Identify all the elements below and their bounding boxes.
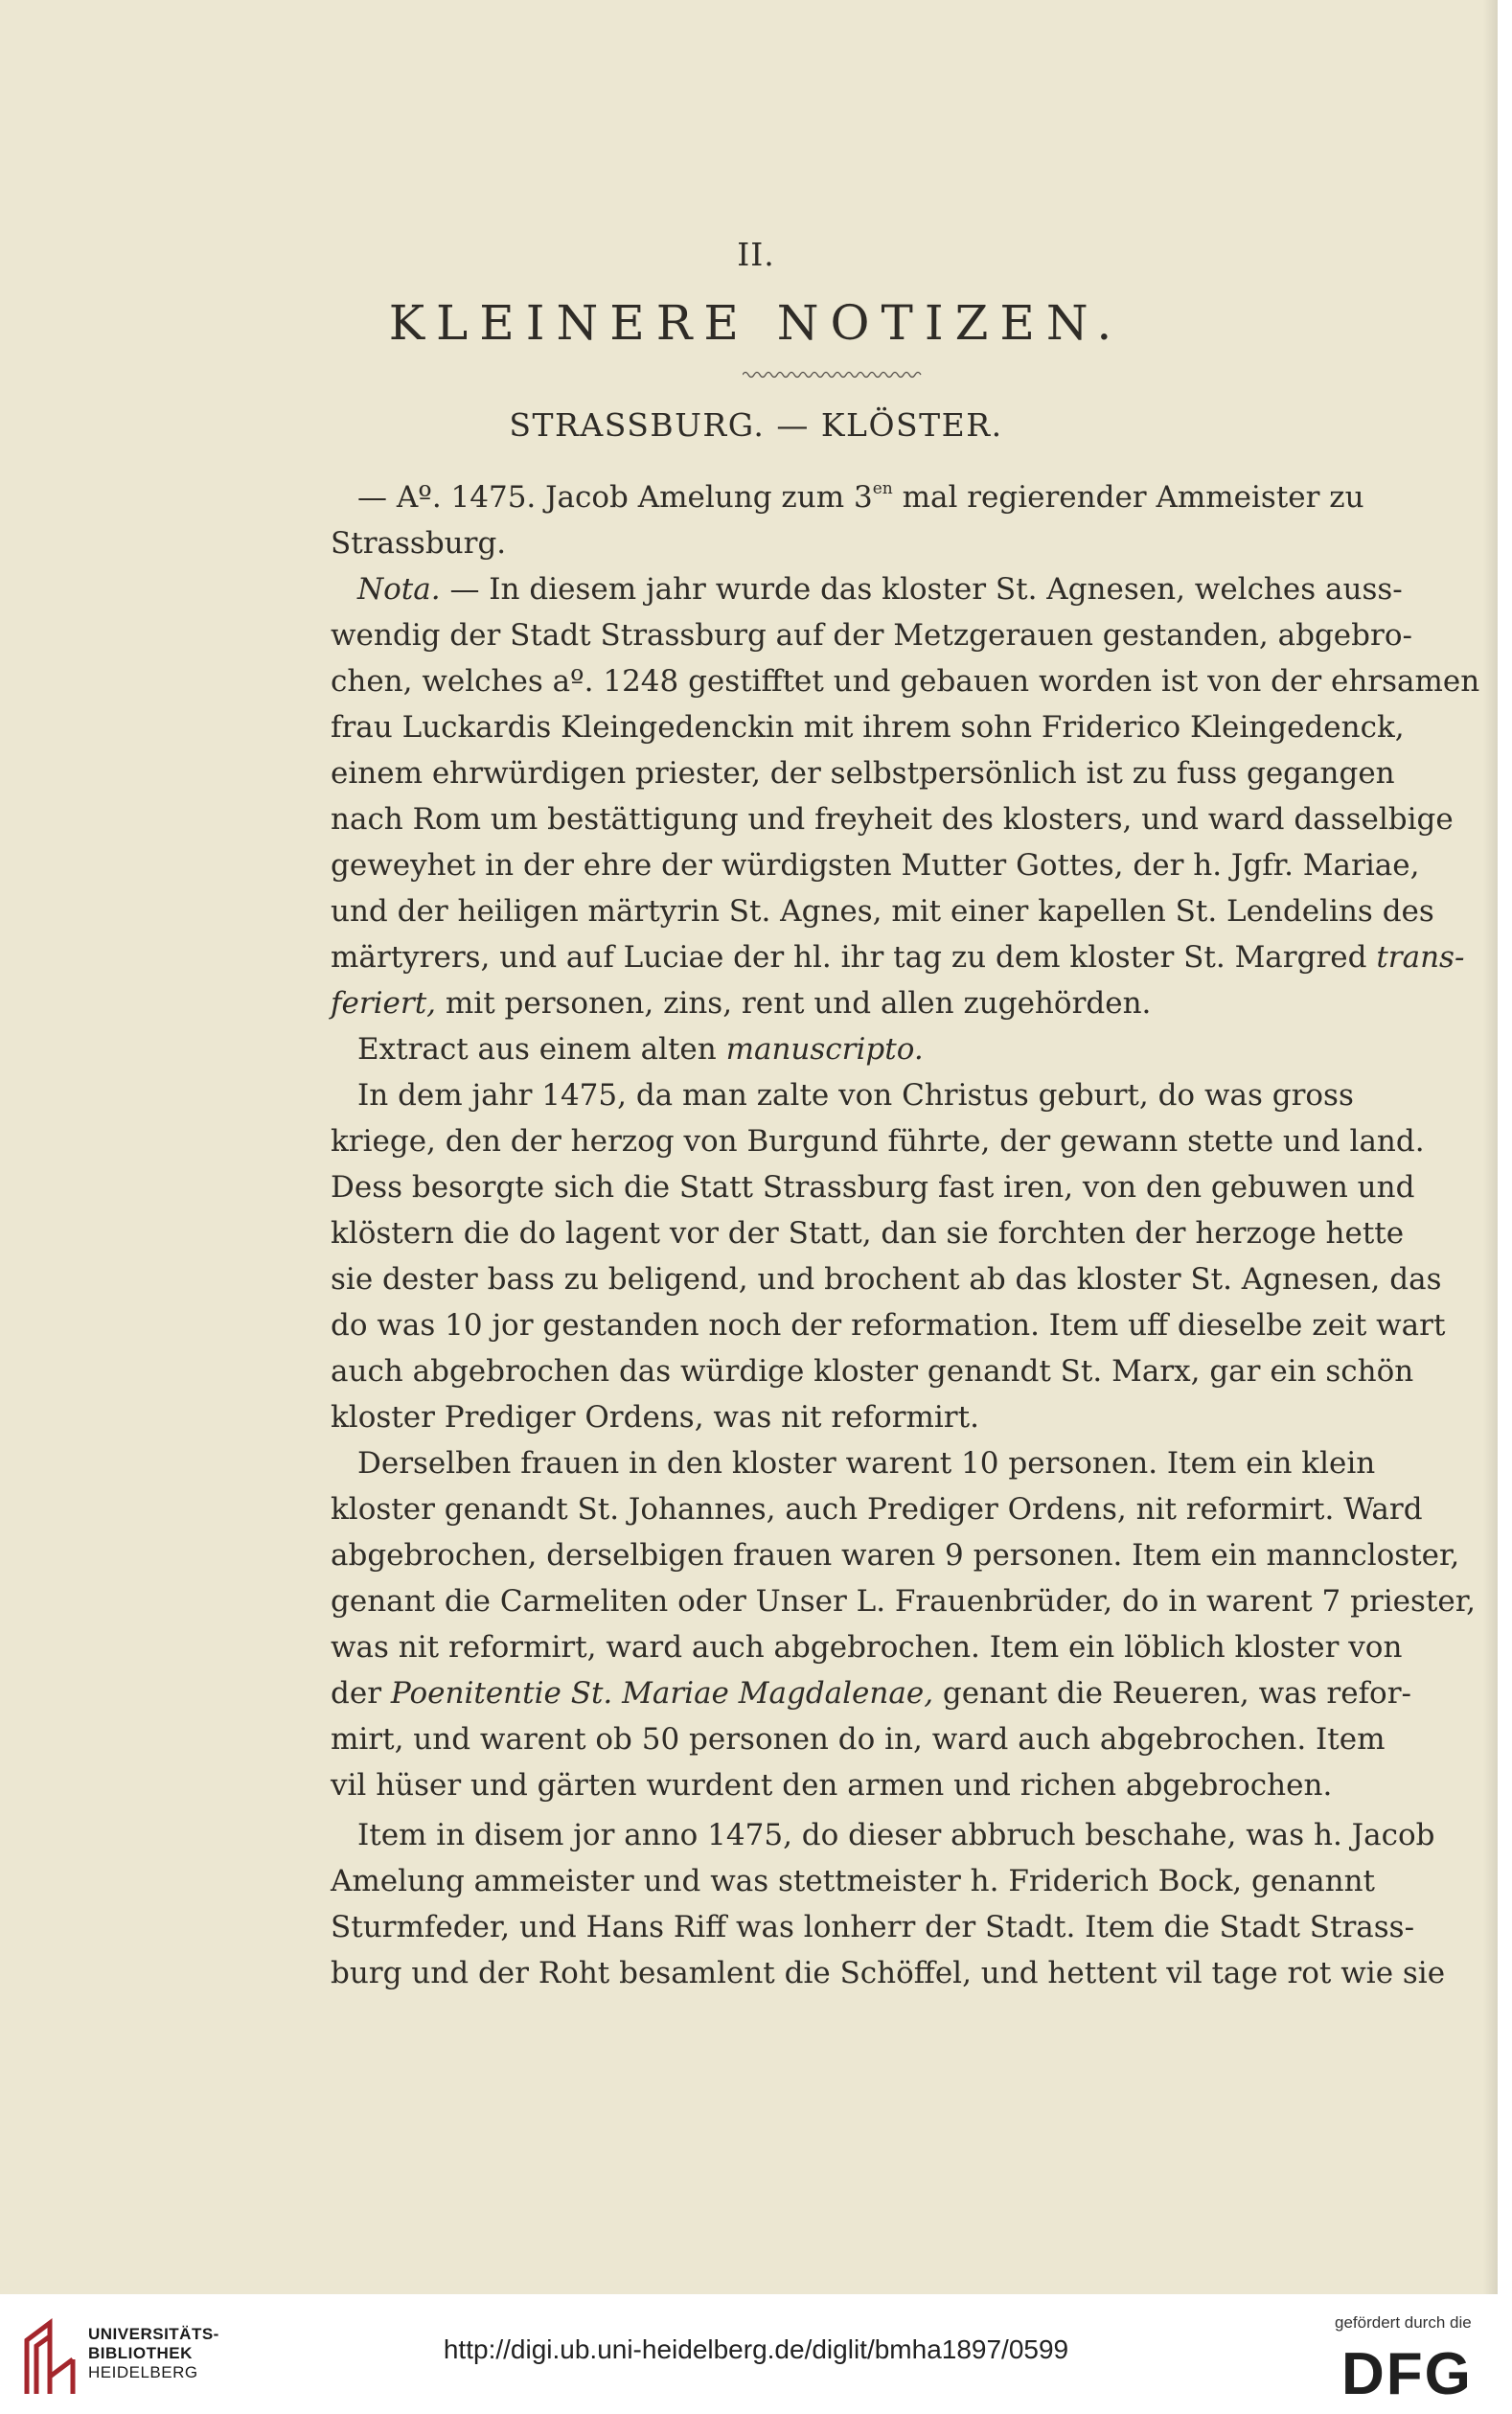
library-name-line: BIBLIOTHEK: [88, 2344, 193, 2362]
text-line: Sturmfeder, und Hans Riff was lonherr der Stadt. Item die Stadt Strass-: [331, 1910, 1415, 1944]
text-line: klöstern die do lagent vor der Statt, dan sie forchten der herzoge hette: [331, 1216, 1405, 1251]
italic-segment: trans-: [1376, 940, 1465, 975]
library-name-line: UNIVERSITÄTS-: [88, 2325, 219, 2343]
text-line: kloster Prediger Ordens, was nit reformirt.: [331, 1400, 979, 1435]
text-line: [331, 566, 1403, 612]
text-segment: genant die Reueren, was refor-: [933, 1676, 1411, 1711]
italic-segment: Poenitentie St. Mariae Magdalenae,: [390, 1676, 934, 1711]
text-line: do was 10 jor gestanden noch der reformation. Item uff dieselbe zeit wart: [331, 1308, 1446, 1343]
text-segment: — Aº. 1475. Jacob Amelung zum 3: [357, 480, 873, 515]
text-line: Item in disem jor anno 1475, do dieser abbruch beschahe, was h. Jacob: [357, 1818, 1435, 1852]
ornament-rule: [743, 368, 925, 381]
italic-segment: Nota.: [357, 572, 441, 607]
text-line: Strassburg.: [331, 526, 507, 561]
text-line: geweyhet in der ehre der würdigsten Mutter Gottes, der h. Jgfr. Mariae,: [331, 848, 1420, 883]
page-title: KLEINERE NOTIZEN.: [388, 295, 1124, 351]
text-line: nach Rom um bestättigung und freyheit des klosters, und ward dasselbige: [331, 802, 1454, 837]
text-line: wendig der Stadt Strassburg auf der Metzgerauen gestanden, abgebro-: [331, 618, 1412, 653]
text-line: Dess besorgte sich die Statt Strassburg fast iren, von den gebuwen und: [331, 1170, 1415, 1205]
text-line: mirt, und warent ob 50 personen do in, ward auch abgebrochen. Item: [331, 1722, 1386, 1757]
text-line: [331, 980, 1337, 1026]
text-line: chen, welches aº. 1248 gestifftet und gebauen worden ist von der ehrsamen: [331, 664, 1480, 699]
text-segment: der: [331, 1676, 391, 1711]
dfg-logo-text: DFG: [1341, 2344, 1473, 2402]
text-line: kriege, den der herzog von Burgund führte, der gewann stette und land.: [331, 1124, 1425, 1159]
italic-segment: feriert,: [331, 986, 437, 1021]
text-line: auch abgebrochen das würdige kloster genandt St. Marx, gar ein schön: [331, 1354, 1414, 1389]
text-segment: mal regierender Ammeister zu: [892, 480, 1364, 515]
text-line: und der heiligen märtyrin St. Agnes, mit einer kapellen St. Lendelins des: [331, 894, 1434, 929]
article-body: [331, 474, 1480, 1996]
section-subtitle: STRASSBURG. — KLÖSTER.: [509, 406, 1003, 444]
text-line: Derselben frauen in den kloster warent 10 personen. Item ein klein: [357, 1446, 1376, 1481]
text-line: einem ehrwürdigen priester, der selbstpersönlich ist zu fuss gegangen: [331, 756, 1395, 791]
text-line: [331, 1670, 1411, 1716]
text-line: In dem jahr 1475, da man zalte von Christus geburt, do was gross: [357, 1078, 1354, 1113]
section-number: II.: [737, 236, 775, 273]
text-segment: — In diesem jahr wurde das kloster St. Agnesen, welches auss-: [440, 572, 1403, 607]
dfg-logo-icon[interactable]: [1341, 2344, 1485, 2402]
text-line: burg und der Roht besamlent die Schöffel, und hettent vil tage rot wie sie: [331, 1956, 1446, 1990]
text-line: frau Luckardis Kleingedenckin mit ihrem sohn Friderico Kleingedenck,: [331, 710, 1405, 745]
library-name-line: HEIDELBERG: [88, 2363, 198, 2381]
text-segment: märtyrers, und auf Luciae der hl. ihr tag zu dem kloster St. Margred: [331, 940, 1377, 975]
text-line: vil hüser und gärten wurdent den armen und richen abgebrochen.: [331, 1768, 1333, 1803]
permalink-url[interactable]: http://digi.ub.uni-heidelberg.de/diglit/bmha1897/0599: [443, 2334, 1069, 2364]
text-line: was nit reformirt, ward auch abgebrochen. Item ein löblich kloster von: [331, 1630, 1403, 1665]
text-line: kloster genandt St. Johannes, auch Prediger Ordens, nit reformirt. Ward: [331, 1492, 1423, 1527]
funding-note: gefördert durch die: [1335, 2313, 1472, 2332]
text-line: [331, 1026, 1337, 1072]
italic-segment: manuscripto.: [725, 1032, 924, 1067]
text-line: Amelung ammeister und was stettmeister h. Friderich Bock, genannt: [331, 1864, 1376, 1898]
text-line: sie dester bass zu beligend, und brochent ab das kloster St. Agnesen, das: [331, 1262, 1442, 1297]
text-line: [331, 934, 1465, 980]
superscript: en: [872, 479, 893, 498]
text-segment: Extract aus einem alten: [357, 1032, 726, 1067]
text-line: [331, 474, 1364, 520]
text-segment: mit personen, zins, rent und allen zugehörden.: [436, 986, 1152, 1021]
text-line: abgebrochen, derselbigen frauen waren 9 personen. Item ein manncloster,: [331, 1538, 1460, 1573]
text-line: genant die Carmeliten oder Unser L. Frauenbrüder, do in warent 7 priester,: [331, 1584, 1476, 1619]
